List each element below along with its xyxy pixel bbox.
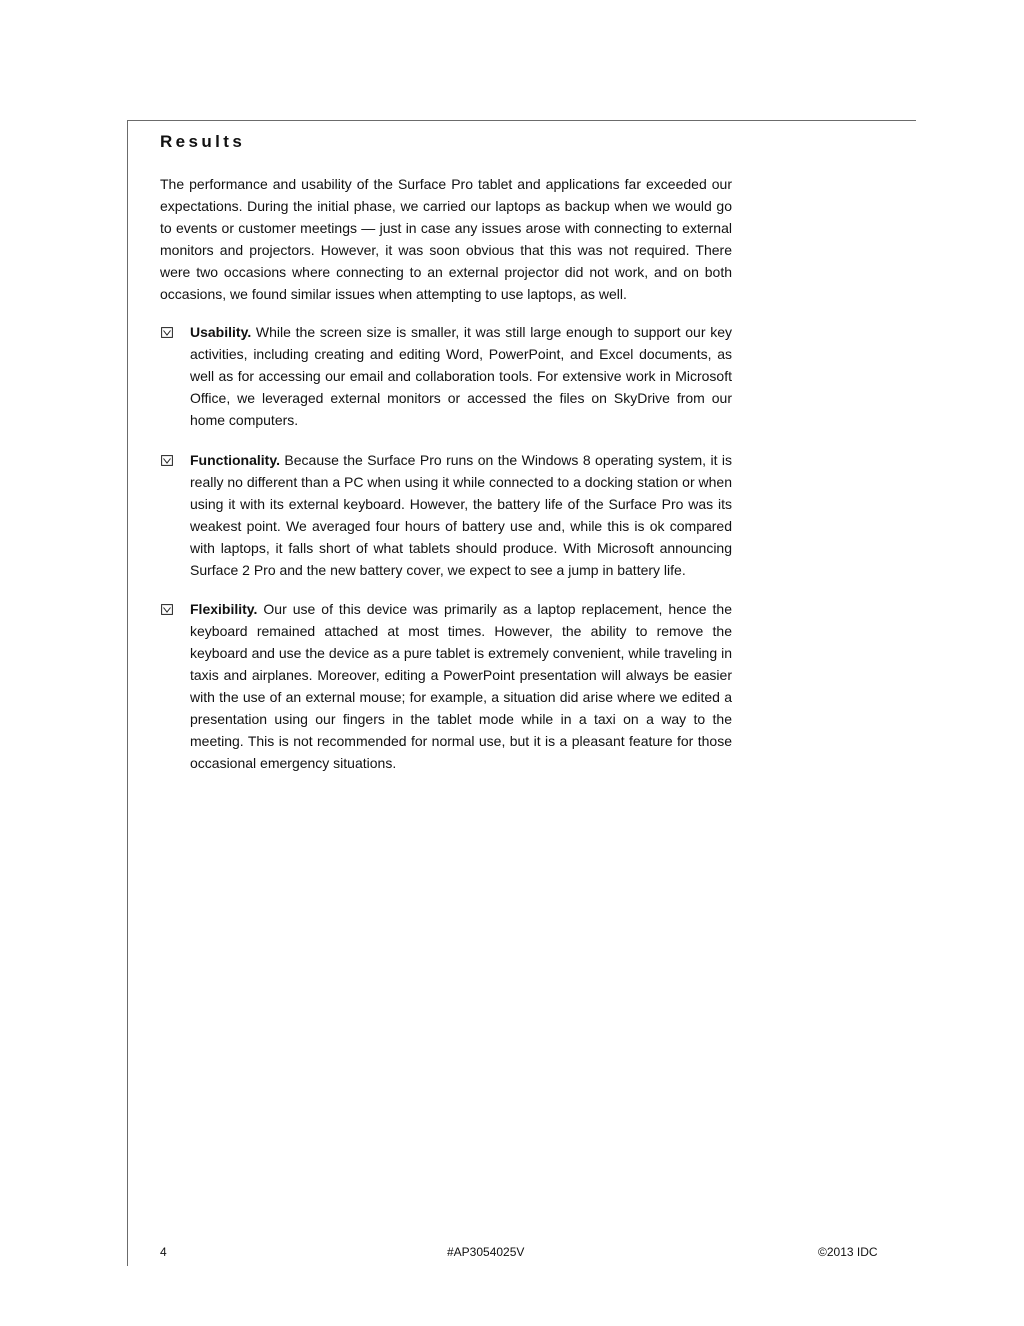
bullet-item-functionality [160,450,732,581]
bullet-lead: Flexibility. [190,601,258,618]
bullet-lead: Functionality. [190,451,280,468]
bullet-list [160,322,732,774]
bullet-body: Because the Surface Pro runs on the Windows 8 operating system, it is really no different than a PC when using it while connected to a docking station or when using it with its external keyboard. However, the battery life of the Surface Pro was its weakest point. We averaged four hours of battery use and, while this is ok compared with laptops, it falls short of what tablets should produce. With Microsoft announcing Surface 2 Pro and the new battery cover, we expect to see a jump in battery life. [190,451,733,578]
intro-paragraph: The performance and usability of the Surface Pro tablet and applications far exceeded our expectations. During the initial phase, we carried our laptops as backup when we would go to events or customer meetings — just in case any issues arose with connecting to external monitors and projectors. However, it was soon obvious that this was not required. There were two occasions where connecting to an external projector did not work, and on both occasions, we found similar issues when attempting to use laptops, as well. [160,176,732,302]
bullet-item-usability [160,322,732,432]
bullet-text [190,450,732,581]
checkbox-check-icon [161,604,173,615]
header-rule [127,120,916,121]
checkbox-check-icon [161,327,173,338]
bullet-lead: Usability. [190,324,252,341]
copyright: ©2013 IDC [818,1245,878,1259]
bullet-body: While the screen size is smaller, it was still large enough to support our key activities, including creating and editing Word, PowerPoint, and Excel documents, as well as for accessing our email and collaboration tools. For extensive work in Microsoft Office, we leveraged external monitors or accessed the files on SkyDrive from our home computers. [190,324,733,429]
bullet-item-flexibility [160,599,732,774]
page-content [160,130,732,793]
margin-rule [127,120,128,1266]
checkbox-check-icon [161,455,173,466]
page-number: 4 [160,1245,167,1259]
document-id: #AP3054025V [447,1245,525,1259]
bullet-text [190,322,732,432]
section-title: Results [160,132,246,151]
bullet-body: Our use of this device was primarily as a laptop replacement, hence the keyboard remained attached at most times. However, the ability to remove the keyboard and use the device as a pure tablet is extremely convenient, while traveling in taxis and airplanes. Moreover, editing a PowerPoint presentation will always be easier with the use of an external mouse; for example, a situation did arise where we edited a presentation using our fingers in the tablet mode while in a taxi on a way to the meeting. This is not recommended for normal use, but it is a pleasant feature for those occasional emergency situations. [190,601,733,771]
bullet-text [190,599,732,774]
